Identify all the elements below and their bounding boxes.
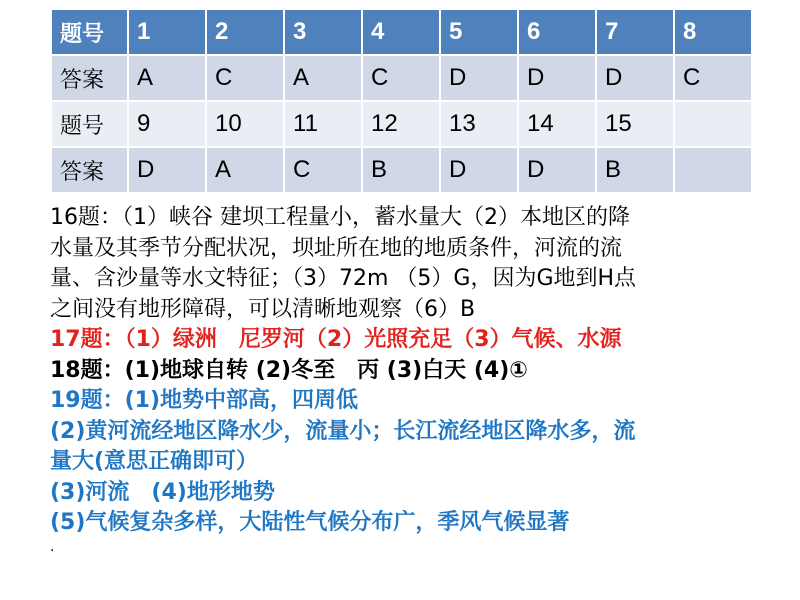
table-cell: D: [440, 55, 518, 101]
q16-answer-line-2: 水量及其季节分配状况，坝址所在地的地质条件，河流的流: [50, 235, 623, 261]
q17-answer: 17题：（1）绿洲 尼罗河（2）光照充足（3）气候、水源: [50, 327, 622, 352]
table-cell: D: [596, 55, 674, 101]
q16-answer-line-3: 量、含沙量等水文特征；（3）72m （5）G，因为G地到H点: [50, 266, 637, 291]
table-cell: 2: [206, 10, 284, 55]
table-cell: [674, 101, 752, 147]
table-cell: 1: [128, 10, 206, 55]
table-cell: A: [128, 55, 206, 101]
table-cell: [674, 147, 752, 193]
trailing-mark: .: [50, 538, 55, 555]
table-cell: 6: [518, 10, 596, 55]
table-row: [52, 55, 752, 101]
table-cell: 9: [128, 101, 206, 147]
table-row: [52, 10, 752, 55]
table-cell: 13: [440, 101, 518, 147]
row-label-cell: 答案: [52, 55, 128, 101]
q19-answer-line-4: (3)河流 (4)地形地势: [50, 479, 275, 505]
answer-explanations: [50, 203, 765, 555]
table-cell: B: [596, 147, 674, 193]
table-cell: D: [518, 147, 596, 193]
answer-table: [52, 10, 753, 194]
q16-answer-line-4: 之间没有地形障碍，可以清晰地观察（6）B: [50, 296, 476, 322]
table-cell: D: [128, 147, 206, 193]
q19-answer-line-3: 量大(意思正确即可）: [50, 449, 259, 474]
q19-answer-line-5: (5)气候复杂多样，大陆性气候分布广，季风气候显著: [50, 510, 570, 535]
table-cell: B: [362, 147, 440, 193]
table-cell: C: [674, 55, 752, 101]
table-row: [52, 101, 752, 147]
q19-answer-line-2: (2)黄河流经地区降水少，流量小；长江流经地区降水多，流: [50, 418, 636, 444]
table-cell: D: [518, 55, 596, 101]
q19-answer-line-1: 19题：(1)地势中部高，四周低: [50, 388, 359, 413]
table-cell: 10: [206, 101, 284, 147]
table-cell: 14: [518, 101, 596, 147]
table-cell: 5: [440, 10, 518, 55]
row-label-cell: 答案: [52, 147, 128, 193]
row-label-cell: 题号: [52, 101, 128, 147]
table-cell: 3: [284, 10, 362, 55]
table-cell: 8: [674, 10, 752, 55]
table-cell: 4: [362, 10, 440, 55]
table-cell: C: [284, 147, 362, 193]
table-cell: 11: [284, 101, 362, 147]
table-cell: D: [440, 147, 518, 193]
row-label-cell: 题号: [52, 10, 128, 55]
q18-answer: 18题：(1)地球自转 (2)冬至 丙 (3)白天 (4)①: [50, 357, 528, 383]
table-cell: C: [206, 55, 284, 101]
table-cell: 12: [362, 101, 440, 147]
table-cell: A: [206, 147, 284, 193]
table-cell: 7: [596, 10, 674, 55]
q16-answer-line-1: 16题：（1）峡谷 建坝工程量小，蓄水量大（2）本地区的降: [50, 205, 630, 230]
table-cell: 15: [596, 101, 674, 147]
table-cell: C: [362, 55, 440, 101]
table-cell: A: [284, 55, 362, 101]
table-row: [52, 147, 752, 193]
